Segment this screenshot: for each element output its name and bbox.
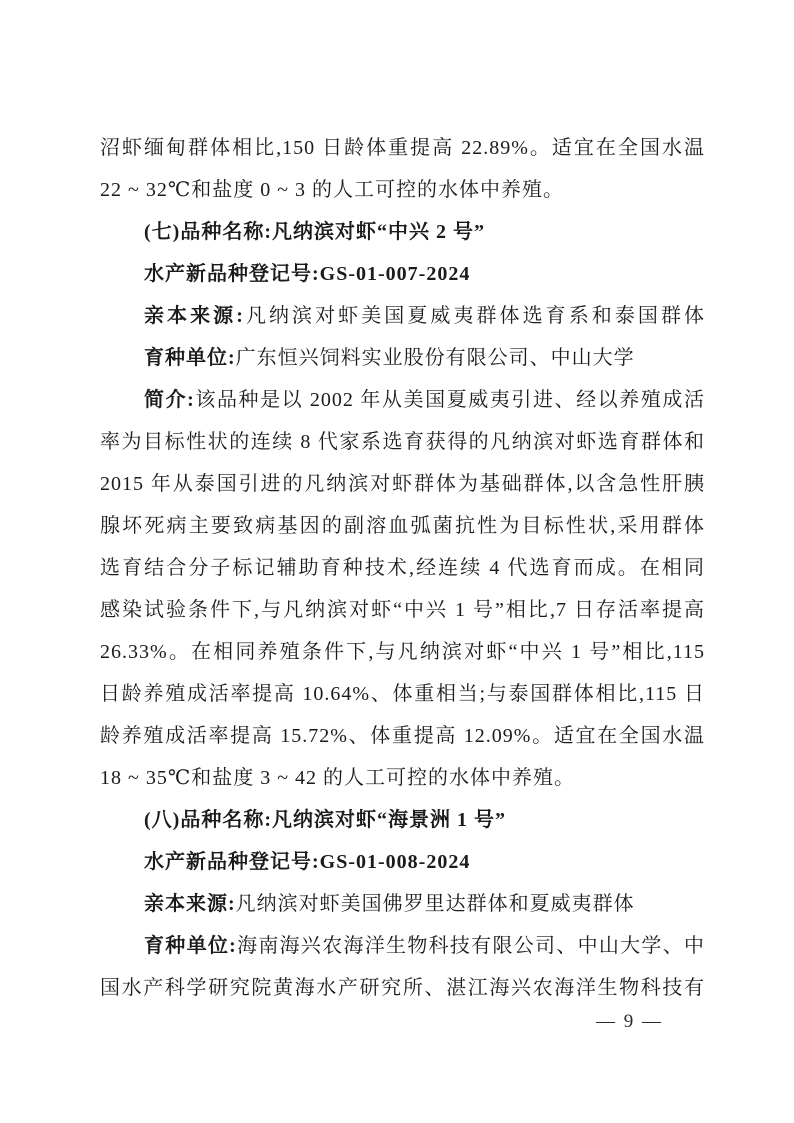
text-run: 22 ~ 32℃和盐度 0 ~ 3 的人工可控的水体中养殖。 bbox=[100, 179, 565, 201]
label-bold: (八)品种名称:凡纳滨对虾“海景洲 1 号” bbox=[144, 809, 506, 831]
text-run: 广东恒兴饲料实业股份有限公司、中山大学 bbox=[235, 347, 635, 369]
text-line bbox=[100, 127, 705, 169]
text-line bbox=[100, 631, 705, 673]
text-line bbox=[100, 757, 705, 799]
text-run: 26.33%。在相同养殖条件下,与凡纳滨对虾“中兴 1 号”相比,115 bbox=[100, 641, 705, 663]
text-run: 海南海兴农海洋生物科技有限公司、中山大学、中 bbox=[236, 935, 705, 957]
label-bold: 育种单位: bbox=[144, 347, 236, 369]
text-run: 龄养殖成活率提高 15.72%、体重提高 12.09%。适宜在全国水温 bbox=[100, 725, 705, 747]
text-line bbox=[100, 547, 705, 589]
text-line bbox=[100, 421, 705, 463]
text-run: 率为目标性状的连续 8 代家系选育获得的凡纳滨对虾选育群体和 bbox=[100, 431, 705, 453]
text-run: 18 ~ 35℃和盐度 3 ~ 42 的人工可控的水体中养殖。 bbox=[100, 767, 576, 789]
label-bold: GS-01-007-2024 bbox=[319, 263, 471, 285]
text-line bbox=[100, 337, 705, 379]
text-run: 2015 年从泰国引进的凡纳滨对虾群体为基础群体,以含急性肝胰 bbox=[100, 473, 705, 495]
label-bold: 亲本来源: bbox=[144, 305, 244, 327]
text-line bbox=[100, 967, 705, 1009]
label-bold: 水产新品种登记号: bbox=[144, 851, 320, 873]
label-bold: 亲本来源: bbox=[144, 893, 236, 915]
text-run: 国水产科学研究院黄海水产研究所、湛江海兴农海洋生物科技有 bbox=[100, 977, 705, 999]
text-line bbox=[100, 169, 705, 211]
text-line bbox=[100, 211, 705, 253]
text-line bbox=[100, 463, 705, 505]
text-run: 选育结合分子标记辅助育种技术,经连续 4 代选育而成。在相同 bbox=[100, 557, 705, 579]
text-line bbox=[100, 673, 705, 715]
text-line bbox=[100, 295, 705, 337]
label-bold: 水产新品种登记号: bbox=[144, 263, 320, 285]
text-run: 沼虾缅甸群体相比,150 日龄体重提高 22.89%。适宜在全国水温 bbox=[100, 137, 705, 159]
label-bold: 育种单位: bbox=[144, 935, 237, 957]
text-line bbox=[100, 883, 705, 925]
text-run: 日龄养殖成活率提高 10.64%、体重相当;与泰国群体相比,115 日 bbox=[100, 683, 705, 705]
text-run: 凡纳滨对虾美国佛罗里达群体和夏威夷群体 bbox=[235, 893, 635, 915]
text-line bbox=[100, 379, 705, 421]
text-run: 腺坏死病主要致病基因的副溶血弧菌抗性为目标性状,采用群体 bbox=[100, 515, 705, 537]
page-number: — 9 — bbox=[596, 1011, 663, 1032]
label-bold: GS-01-008-2024 bbox=[319, 851, 471, 873]
label-bold: 简介: bbox=[144, 389, 195, 411]
text-content bbox=[100, 127, 705, 1009]
text-line bbox=[100, 799, 705, 841]
text-line bbox=[100, 841, 705, 883]
text-line bbox=[100, 589, 705, 631]
text-line bbox=[100, 715, 705, 757]
text-run: 凡纳滨对虾美国夏威夷群体选育系和泰国群体 bbox=[243, 305, 705, 327]
text-line bbox=[100, 505, 705, 547]
label-bold: (七)品种名称:凡纳滨对虾“中兴 2 号” bbox=[144, 221, 485, 243]
text-line bbox=[100, 925, 705, 967]
text-line bbox=[100, 253, 705, 295]
text-run: 该品种是以 2002 年从美国夏威夷引进、经以养殖成活 bbox=[194, 389, 705, 411]
text-run: 感染试验条件下,与凡纳滨对虾“中兴 1 号”相比,7 日存活率提高 bbox=[100, 599, 705, 621]
